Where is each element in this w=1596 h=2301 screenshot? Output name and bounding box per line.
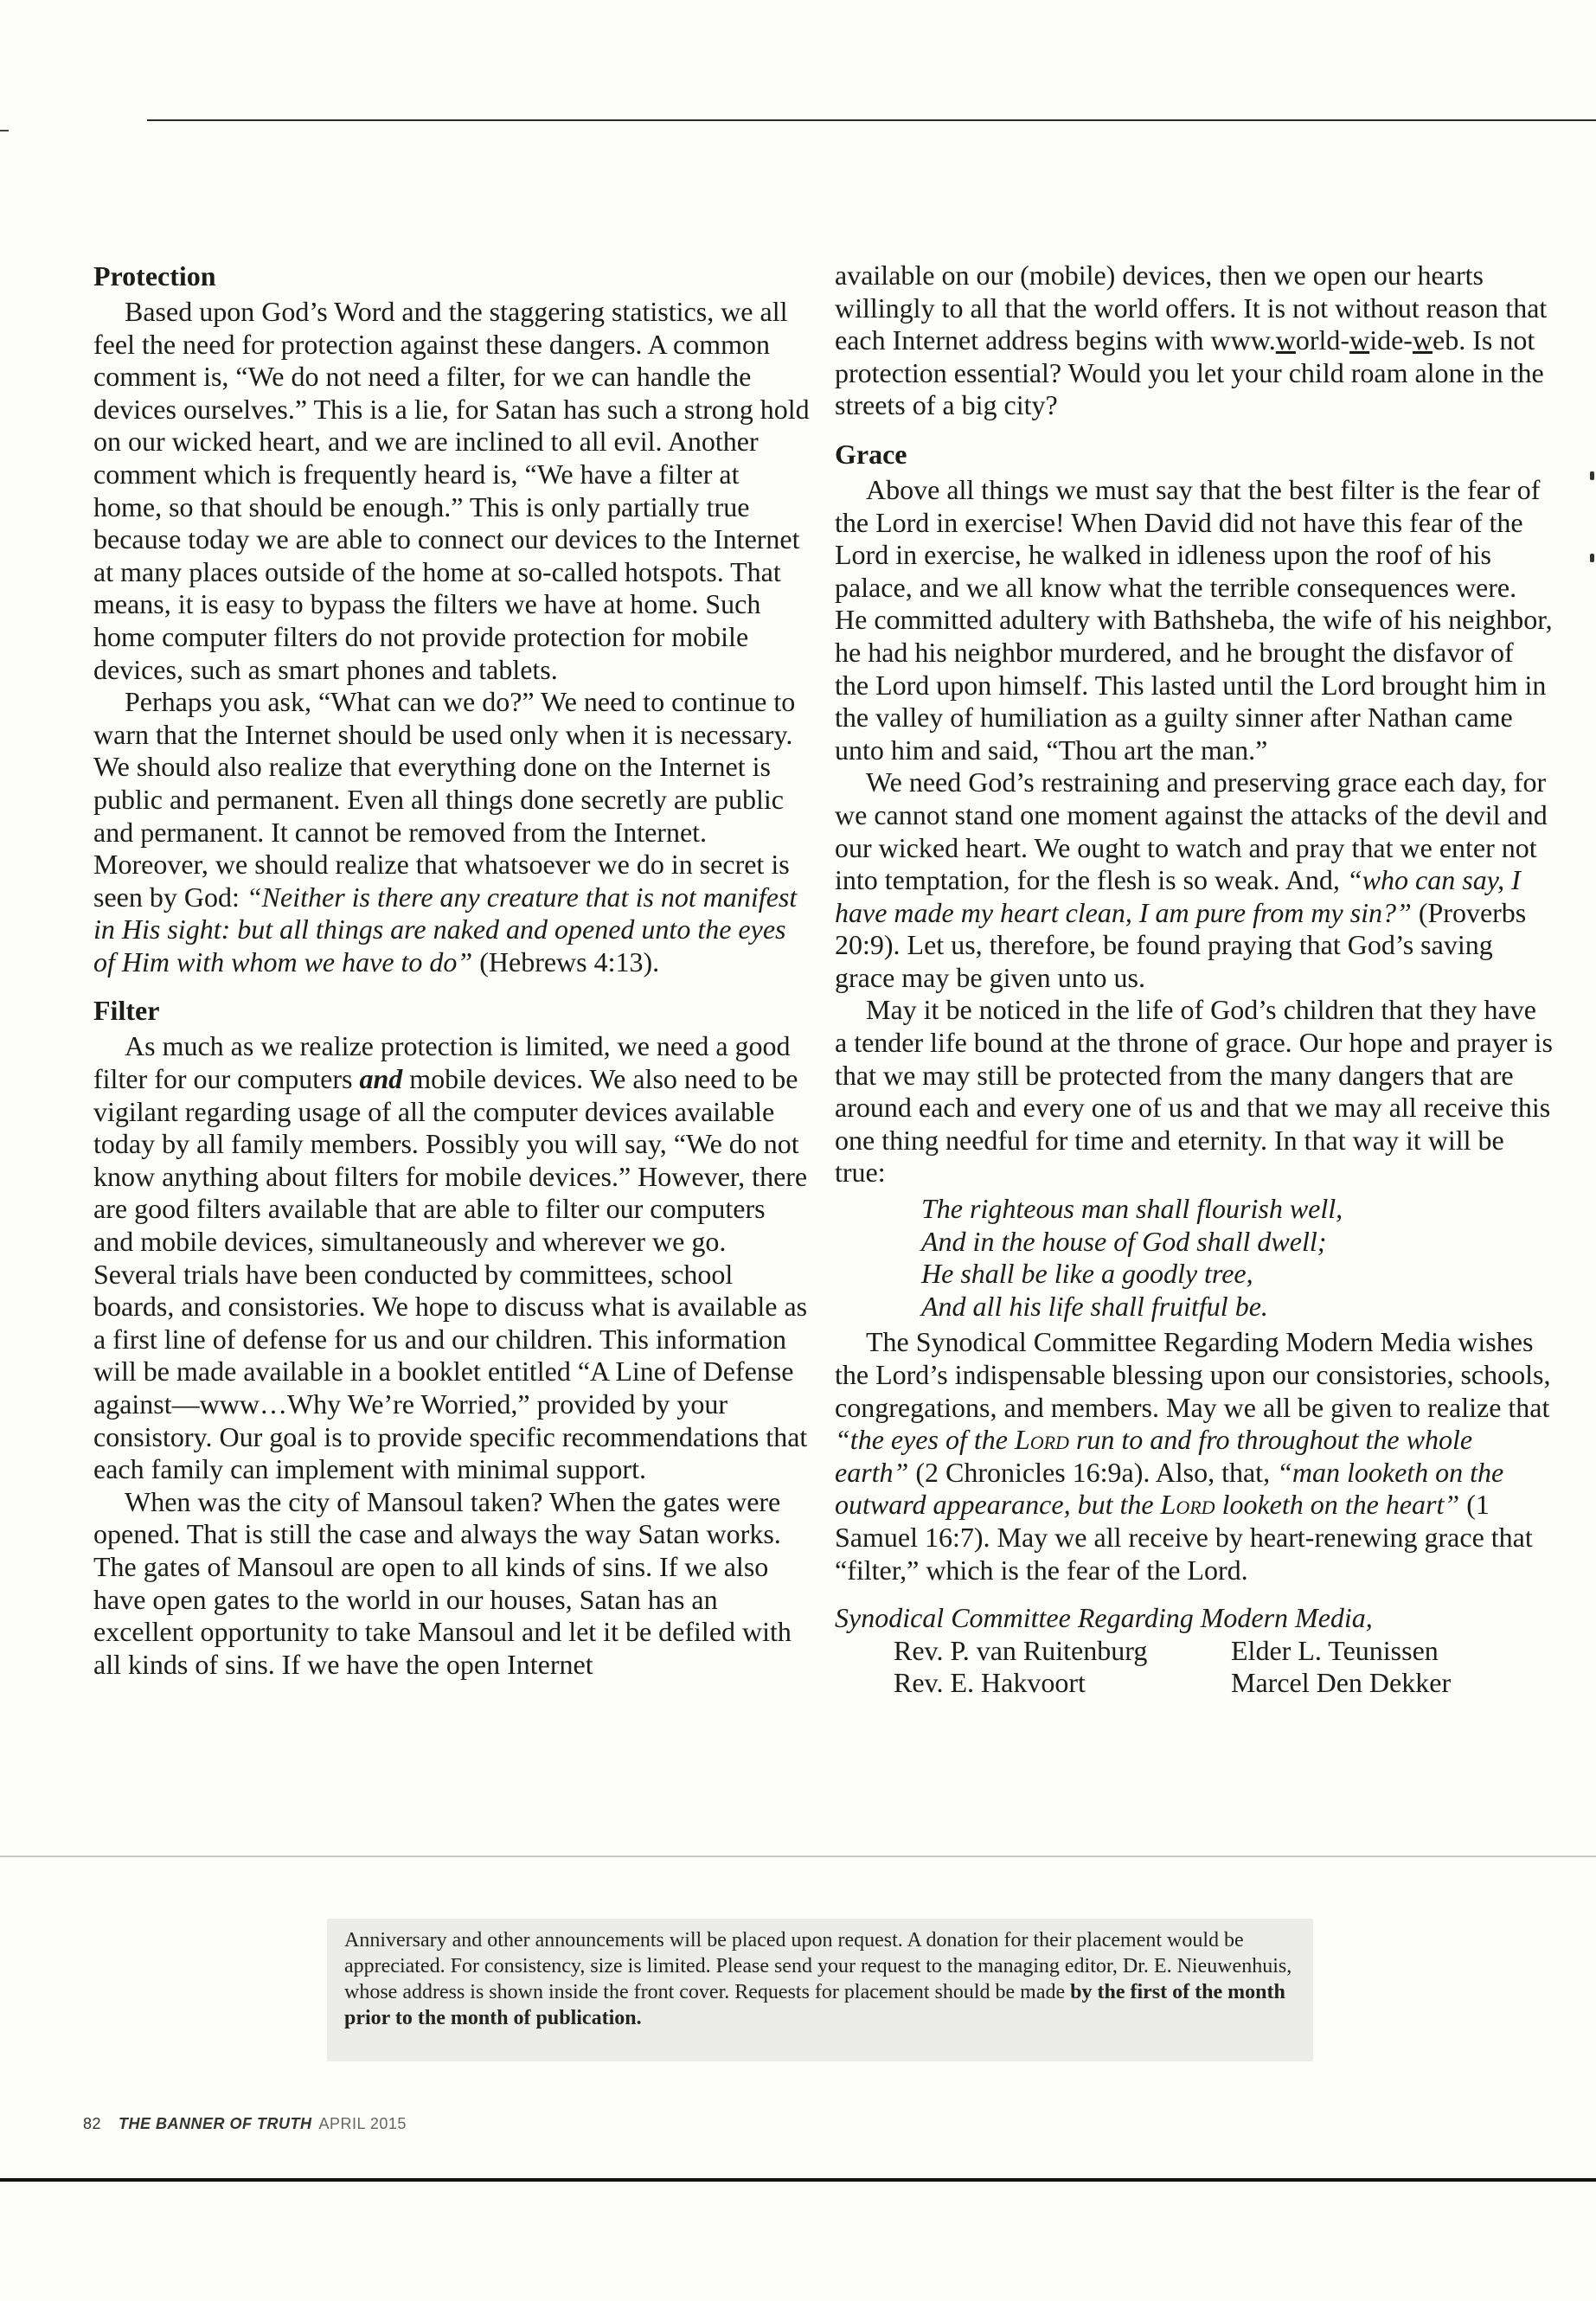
publication-title: THE BANNER OF TRUTH <box>119 2115 312 2132</box>
paragraph: We need God’s restraining and preserving grace each day, for we cannot stand one moment against the attacks of the devil and our wicked heart. We ought to watch and pray that we enter not into temptation, for the flesh is so weak. And, “who can say, I have made my heart clean, I am pure from my sin?” (Proverbs 20:9). Let us, therefore, be found praying that God’s saving grace may be given unto us. <box>835 766 1548 993</box>
psalm-verse <box>921 1193 1553 1323</box>
paragraph: As much as we realize protection is limited, we need a good filter for our computers and mobile devices. We also need to be vigilant regarding usage of all the computer devices available today by all family members. Possibly you will say, “We do not know anything about filters for mobile devices.” However, there are good filters available that are able to filter our computers and mobile devices, simultaneously and wherever we go. Several trials have been conducted by committees, school boards, and consistories. We hope to discuss what is available as a first line of defense for us and our children. This information will be made available in a booklet entitled “A Line of Defense against—www…Why We’re Worried,” provided by your consistory. Our goal is to provide specific recommendations that each family can implement with minimal support. <box>93 1030 808 1485</box>
issue-date: APRIL 2015 <box>318 2115 407 2132</box>
signature-name: Rev. E. Hakvoort <box>894 1667 1086 1699</box>
paragraph: May it be noticed in the life of God’s children that they have a tender life bound at the throne of grace. Our hope and prayer is that we may still be protected from the many dangers that are around each and every one of us and that we may all receive this one thing needful for time and eternity. In that way it will be true: <box>835 994 1553 1189</box>
paragraph: When was the city of Mansoul taken? When the gates were opened. That is still the case and always the way Satan works. The gates of Mansoul are open to all kinds of sins. If we also have open gates to the world in our houses, Satan has an excellent opportunity to take Mansoul and let it be defiled with all kinds of sins. If we have the open Internet <box>93 1485 792 1680</box>
signature-name: Marcel Den Dekker <box>1231 1667 1452 1699</box>
verse-line: He shall be like a goodly tree, <box>921 1258 1253 1290</box>
bottom-rule <box>0 2178 1596 2182</box>
verse-line: And all his life shall fruitful be. <box>921 1290 1268 1322</box>
verse-line: The righteous man shall flourish well, <box>921 1193 1343 1225</box>
scripture-quote: “Neither is there any creature that is not manifest in His sight: but all things are naked and opened unto the eyes of Him with whom we have to do” <box>93 881 798 977</box>
crop-mark <box>0 130 9 131</box>
paragraph: Perhaps you ask, “What can we do?” We need to continue to warn that the Internet should be used only when it is necessary. We should also realize that everything done on the Internet is public and permanent. Even all things done secretly are public and permanent. It cannot be removed from the Internet. Moreover, we should realize that whatsoever we do in secret is seen by God: “Neither is there any creature that is not manifest in His sight: but all things are naked and opened unto the eyes of Him with whom we have to do” (Hebrews 4:13). <box>93 686 798 977</box>
paragraph: The Synodical Committee Regarding Modern Media wishes the Lord’s indispensable blessing upon our consistories, schools, congregations, and members. May we all be given to realize that “the eyes of the Lord run to and fro throughout the whole earth” (2 Chronicles 16:9a). Also, that, “man looketh on the outward appearance, but the Lord looketh on the heart” (1 Samuel 16:7). May we all receive by heart-renewing grace that “filter,” which is the fear of the Lord. <box>835 1326 1551 1586</box>
paragraph: Above all things we must say that the best filter is the fear of the Lord in exercise! When David did not have this fear of the Lord in exercise, he walked in idleness upon the roof of his palace, and we all know what the terrible consequences were. He committed adultery with Bathsheba, the wife of his neighbor, he had his neighbor murdered, and he brought the disfavor of the Lord upon himself. This lasted until the Lord brought him in the valley of humiliation as a guilty sinner after Nathan came unto him and said, “Thou art the man.” <box>835 473 1553 766</box>
announcement-notice: Anniversary and other announcements will be placed upon request. A donation for their placement would be appreciated. For consistency, size is limited. Please send your request to the managing editor, Dr. E. Nieuwenhuis, whose address is shown inside the front cover. Requests for placement should be made by the first of the month prior to the month of publication. <box>327 1919 1313 2061</box>
left-column <box>93 260 811 1681</box>
heading-grace: Grace <box>835 438 907 470</box>
right-column <box>835 260 1553 1700</box>
verse-line: And in the house of God shall dwell; <box>921 1225 1327 1257</box>
heading-protection: Protection <box>93 260 216 292</box>
signature-name: Elder L. Teunissen <box>1231 1634 1439 1666</box>
paragraph: Based upon God’s Word and the staggering statistics, we all feel the need for protection against these dangers. A common comment is, “We do not need a filter, for we can handle the devices ourselves.” This is a lie, for Satan has such a strong hold on our wicked heart, and we are inclined to all evil. Another comment which is frequently heard is, “We have a filter at home, so that should be enough.” This is only partially true because today we are able to connect our devices to the Internet at many places outside of the home at so-called hotspots. That means, it is easy to bypass the filters we have at home. Such home computer filters do not provide protection for mobile devices, such as smart phones and tablets. <box>93 296 810 685</box>
page-number: 82 <box>83 2115 102 2132</box>
section-divider <box>0 1856 1596 1857</box>
margin-mark <box>1590 554 1594 562</box>
page-footer <box>83 2115 407 2133</box>
scripture-quote: “who can say, I have made my heart clean, I am pure from my sin?” <box>835 864 1521 928</box>
heading-filter: Filter <box>93 995 160 1027</box>
emphasis-and: and <box>359 1063 403 1095</box>
notice-deadline: by the first of the month prior to the month of publication. <box>344 1981 1285 2029</box>
paragraph-continued: available on our (mobile) devices, then we open our hearts willingly to all that the world offers. It is not without reason that each Internet address begins with www.world-wide-web. Is not protection essential? Would you let your child roam alone in the streets of a big city? <box>835 260 1548 421</box>
top-rule <box>147 119 1596 121</box>
margin-mark <box>1590 471 1594 480</box>
signature-committee: Synodical Committee Regarding Modern Media, <box>835 1602 1373 1634</box>
signature-members <box>894 1635 1553 1700</box>
signature-name: Rev. P. van Ruitenburg <box>894 1634 1148 1666</box>
